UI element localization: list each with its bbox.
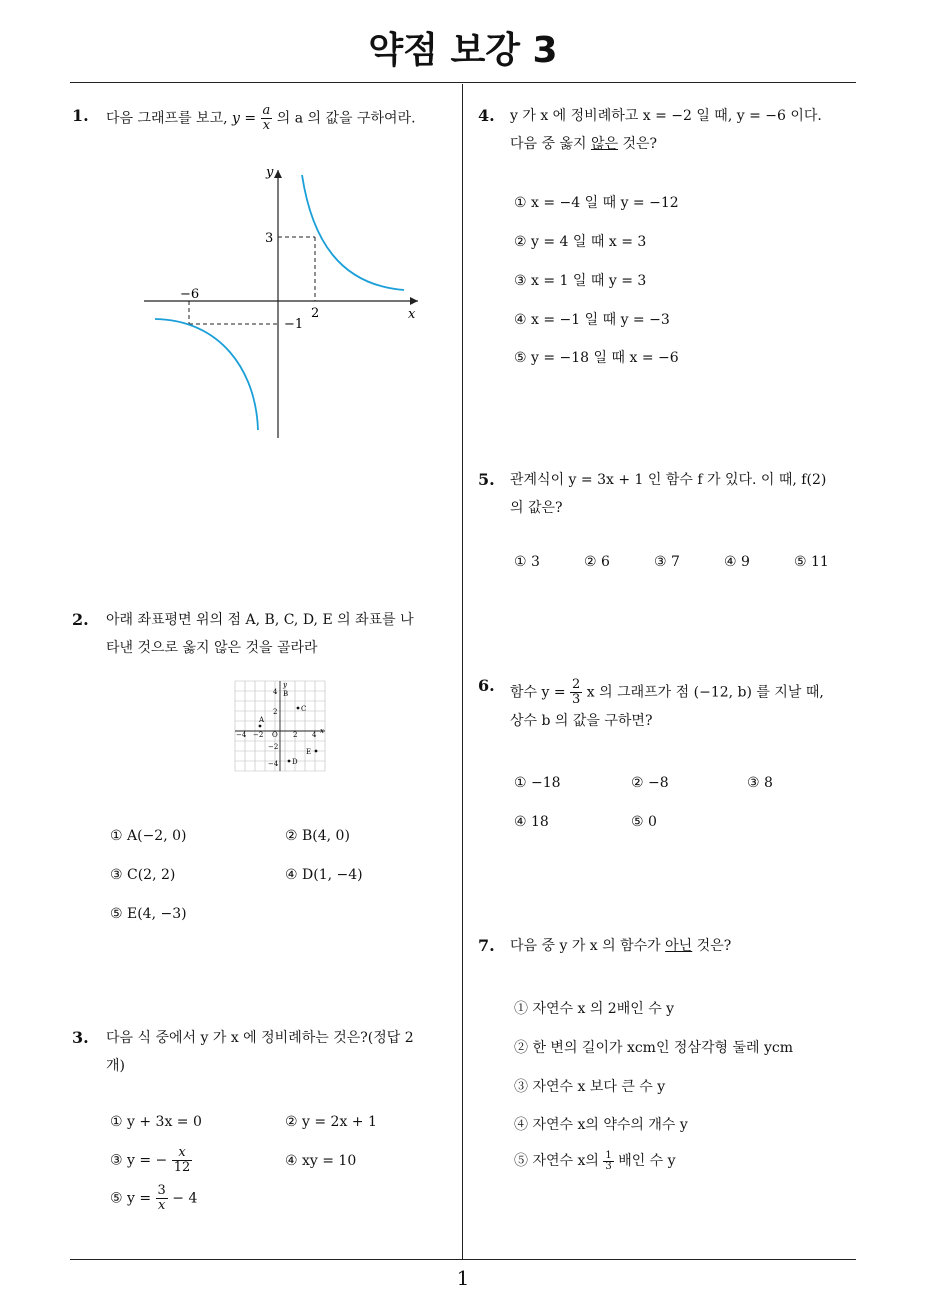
q3-option-3[interactable]: ③ y = − $\frac{x}{12}$ [110,1145,191,1175]
point-A-label: A [259,716,265,724]
q4-option-2[interactable]: ② y = 4 일 때 x = 3 [514,234,647,250]
question-1-text: 다음 그래프를 보고, y = $\frac{a}{x}$ 의 a 의 값을 구하여라. [106,103,416,133]
question-1-number: 1. [72,106,89,125]
svg-text:x: x [320,727,324,735]
question-7-number: 7. [478,936,495,955]
svg-text:−4: −4 [236,731,247,739]
q4-option-3[interactable]: ③ x = 1 일 때 y = 3 [514,273,647,289]
question-6-number: 6. [478,676,495,695]
q6-option-4[interactable]: ④ 18 [514,814,549,830]
point-B-label: B [283,690,289,698]
q2-option-4[interactable]: ④ D(1, −4) [285,867,363,883]
tick-2: 2 [311,306,320,321]
q3-option-5[interactable]: ⑤ y = $\frac{3}{x}$ − 4 [110,1183,198,1213]
tick-minus1: −1 [284,317,304,332]
point-E-label: E [306,748,312,756]
question-5-number: 5. [478,470,495,489]
question-6-text: 함수 y = $\frac{2}{3}$ x 의 그래프가 점 (−12, b) 를 지날 때, 상수 b 의 값을 구하면? [510,677,824,729]
q5-option-5[interactable]: ⑤ 11 [794,554,829,570]
svg-text:4: 4 [273,688,278,696]
q6-option-5[interactable]: ⑤ 0 [631,814,657,830]
q3-option-4[interactable]: ④ xy = 10 [285,1153,357,1169]
q4-option-5[interactable]: ⑤ y = −18 일 때 x = −6 [514,350,679,366]
svg-text:2: 2 [293,731,298,739]
point-C [297,707,300,710]
q2-option-3[interactable]: ③ C(2, 2) [110,867,176,883]
q4-option-4[interactable]: ④ x = −1 일 때 y = −3 [514,312,670,328]
question-5-text: 관계식이 y = 3x + 1 인 함수 f 가 있다. 이 때, f(2) 의 값은? [510,472,827,516]
q2-option-5[interactable]: ⑤ E(4, −3) [110,906,187,922]
q7-option-5[interactable]: ⑤ 자연수 x의 $\frac{1}{3}$ 배인 수 y [514,1149,676,1172]
top-rule [70,82,856,83]
q6-option-1[interactable]: ① −18 [514,775,561,791]
point-C-label: C [301,705,307,713]
svg-text:−4: −4 [268,760,279,768]
q3-option-2[interactable]: ② y = 2x + 1 [285,1114,377,1130]
tick-minus6: −6 [180,287,200,302]
question-2-text: 아래 좌표평면 위의 점 A, B, C, D, E 의 좌표를 나 타낸 것으로 옳지 않은 것을 골라라 [106,612,414,656]
q6-option-3[interactable]: ③ 8 [747,775,773,791]
svg-text:y: y [283,681,287,689]
question-4-number: 4. [478,106,495,125]
q5-option-2[interactable]: ② 6 [584,554,610,570]
q2-option-2[interactable]: ② B(4, 0) [285,828,350,844]
q6-option-2[interactable]: ② −8 [631,775,669,791]
fraction-a-over-x: $\frac{a}{x}$ [262,103,271,133]
q5-option-3[interactable]: ③ 7 [654,554,680,570]
question-4-text: y 가 x 에 정비례하고 x = −2 일 때, y = −6 이다. 다음 중 옳지 않은 것은? [510,108,822,152]
question-7-text: 다음 중 y 가 x 의 함수가 아닌 것은? [510,938,732,954]
hyperbola-graph [140,160,430,445]
q7-option-1[interactable]: ① 자연수 x 의 2배인 수 y [514,1001,675,1017]
q5-option-4[interactable]: ④ 9 [724,554,750,570]
bottom-rule [70,1259,856,1260]
q7-option-4[interactable]: ④ 자연수 x의 약수의 개수 y [514,1117,688,1133]
q7-option-3[interactable]: ③ 자연수 x 보다 큰 수 y [514,1079,666,1095]
point-E [315,750,318,753]
q3-option-1[interactable]: ① y + 3x = 0 [110,1114,202,1130]
svg-text:O: O [272,731,278,739]
question-3-number: 3. [72,1028,89,1047]
x-axis-label: x [408,307,416,322]
svg-text:4: 4 [312,731,317,739]
svg-text:−2: −2 [253,731,264,739]
svg-text:2: 2 [273,708,278,716]
question-2-number: 2. [72,610,89,629]
question-3-text: 다음 식 중에서 y 가 x 에 정비례하는 것은?(정답 2 개) [106,1030,414,1074]
curve-branch-q3 [155,319,258,430]
page-title: 약점 보강 3 [368,30,558,71]
point-D-label: D [292,758,298,766]
q4-option-1[interactable]: ① x = −4 일 때 y = −12 [514,195,679,211]
coordinate-grid [234,680,326,772]
y-axis-label: y [266,165,274,180]
q7-option-2[interactable]: ② 한 변의 길이가 xcm인 정삼각형 둘레 ycm [514,1040,793,1056]
curve-branch-q1 [302,175,404,290]
column-divider [462,84,463,1259]
page-number: 1 [456,1266,470,1290]
point-A [259,725,262,728]
q5-option-1[interactable]: ① 3 [514,554,540,570]
tick-3: 3 [265,231,274,246]
q2-option-1[interactable]: ① A(−2, 0) [110,828,187,844]
point-D [288,760,291,763]
svg-text:−2: −2 [268,743,279,751]
